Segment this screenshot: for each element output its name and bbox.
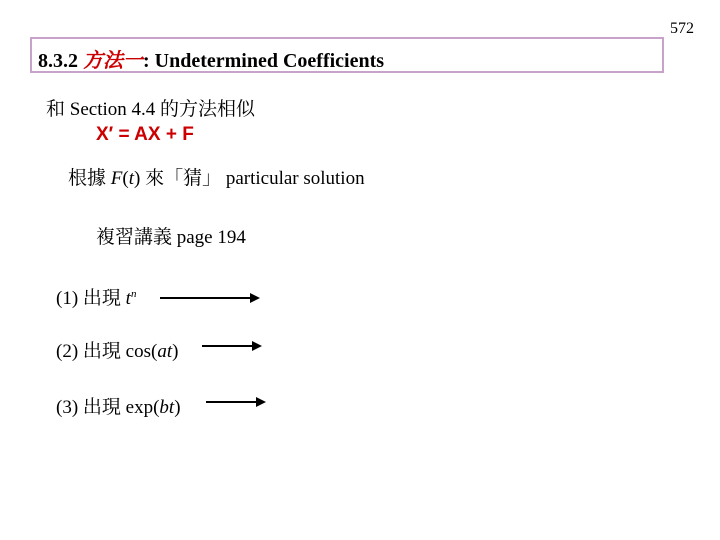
case-item	[56, 283, 136, 310]
similar-to-line	[46, 94, 255, 121]
section-method-name: 方法一	[83, 50, 143, 72]
case-label: (1) 出現	[56, 288, 126, 309]
section-title: : Undetermined Coefficients	[143, 50, 385, 72]
right-arrow-icon	[202, 340, 262, 352]
page-number: 572	[670, 20, 694, 37]
case-arg: at	[157, 341, 173, 362]
case-item	[56, 392, 181, 419]
case-label: (2) 出現	[56, 341, 126, 362]
similar-suffix: 的方法相似	[155, 99, 256, 120]
case-item	[56, 336, 178, 363]
review-note: 複習講義 page 194	[96, 227, 246, 248]
section-number: 8.3.2	[38, 50, 78, 72]
right-arrow-icon	[160, 292, 260, 304]
forcing-function: F	[110, 168, 123, 189]
case-func-close: )	[172, 341, 179, 362]
section-heading	[38, 44, 384, 73]
paren-open: (	[122, 168, 129, 189]
case-func-close: )	[174, 397, 181, 418]
similar-prefix: 和	[46, 99, 70, 120]
case-base: t	[125, 288, 131, 309]
case-label: (3) 出現	[56, 397, 126, 418]
case-func-open: cos(	[125, 341, 158, 362]
case-arg: bt	[159, 397, 175, 418]
guess-prefix: 根據	[68, 168, 111, 189]
case-func-open: exp(	[125, 397, 160, 418]
case-exponent: n	[130, 288, 137, 300]
right-arrow-icon	[206, 396, 266, 408]
guess-suffix: 來「猜」 particular solution	[140, 168, 365, 189]
section-reference: Section 4.4	[69, 99, 156, 120]
paren-close: )	[133, 168, 141, 189]
guess-line	[68, 163, 365, 190]
system-equation: X′ = AX + F	[96, 124, 194, 145]
time-variable: t	[128, 168, 134, 189]
